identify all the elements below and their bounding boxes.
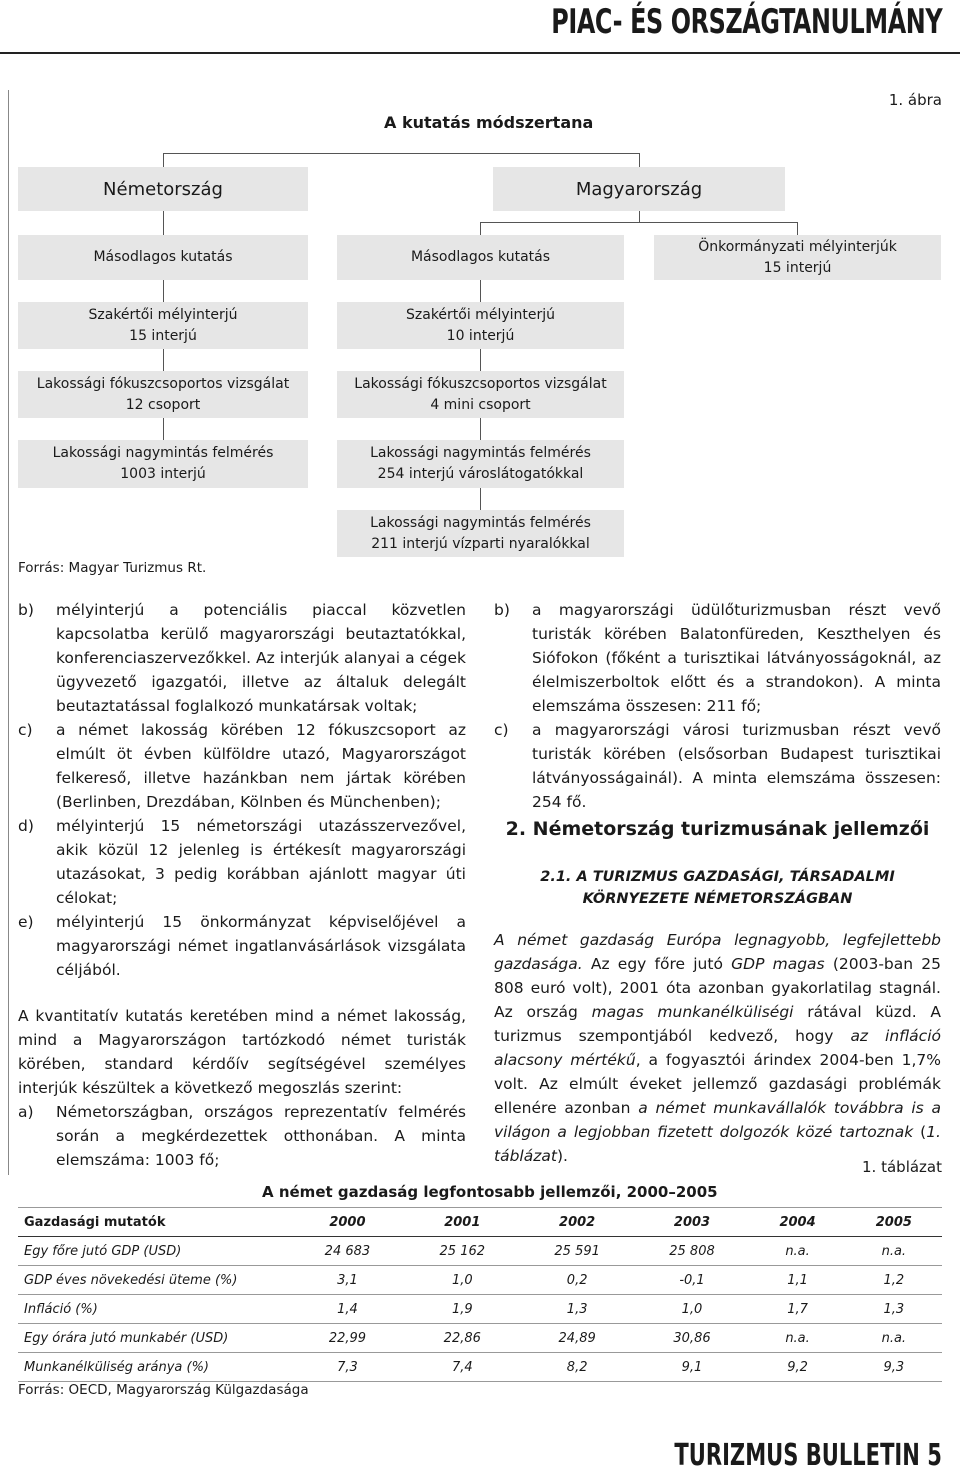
item-text: mélyinterjú 15 németországi utazásszervezővel, akik közül 12 jelenleg is értékesít magyarországi utazásokat, 3 pedig korábban ajánlott magyar úti célokat; <box>56 817 466 907</box>
economy-table <box>18 1207 942 1382</box>
box-line: Szakértői mélyinterjú <box>88 306 238 323</box>
text-run: rátával küzd. A turizmus szempontjából kedvező, hogy <box>494 1003 941 1045</box>
box-line: Lakossági nagymintás felmérés <box>370 514 591 531</box>
connector-line <box>480 349 481 371</box>
text-run: a német munkavállalók továbbra is a világon a legjobban fizetett dolgozók közé tartoznak <box>494 1099 941 1141</box>
list-item <box>18 910 466 982</box>
table-cell: n.a. <box>846 1324 942 1353</box>
box-line: 211 interjú vízparti nyaralókkal <box>371 535 590 552</box>
left-column <box>18 598 466 1172</box>
box-line: 12 csoport <box>125 396 201 413</box>
column-header: 2005 <box>846 1208 942 1237</box>
item-text: mélyinterjú 15 önkormányzat képviselőjével a magyarországi német ingatlanvásárlások vizsgálata céljából. <box>56 913 466 979</box>
germany-title: Németország <box>103 178 223 200</box>
table-cell: 9,3 <box>846 1353 942 1382</box>
table-row <box>18 1295 942 1324</box>
box-line: 15 interjú <box>763 259 832 276</box>
table-cell: GDP éves növekedési üteme (%) <box>18 1266 290 1295</box>
table-cell: 9,1 <box>635 1353 750 1382</box>
table-cell: 1,0 <box>635 1295 750 1324</box>
box-line: 10 interjú <box>446 327 515 344</box>
header-rule <box>0 52 960 54</box>
hungary-secondary-research-box <box>337 235 624 280</box>
hungary-title: Magyarország <box>575 178 703 200</box>
text-run: az infláció alacsony mértékű <box>494 1027 941 1069</box>
table-cell: 25 162 <box>405 1237 520 1266</box>
connector-line <box>163 153 639 154</box>
table-cell: 1,7 <box>749 1295 845 1324</box>
subheading-line: 2.1. A TURIZMUS GAZDASÁGI, TÁRSADALMI <box>540 869 895 885</box>
table-cell: n.a. <box>749 1237 845 1266</box>
box-line: 4 mini csoport <box>430 396 531 413</box>
germany-secondary-research-box <box>18 235 308 280</box>
figure-label: 1. ábra <box>888 91 942 109</box>
connector-line <box>163 153 164 167</box>
box-line: Másodlagos kutatás <box>93 249 233 265</box>
text-run: ). <box>556 1147 568 1165</box>
box-line: Önkormányzati mélyinterjúk <box>698 238 897 255</box>
figure-source: Forrás: Magyar Turizmus Rt. <box>18 560 207 576</box>
item-text: a magyarországi városi turizmusban részt vevő turisták körében (elsősorban Budapest turisztikai látványosságainál). A minta elemszáma összesen: 254 fő. <box>532 721 941 811</box>
connector-line <box>480 418 481 440</box>
column-header: Gazdasági mutatók <box>18 1208 290 1237</box>
table-cell: 25 591 <box>520 1237 635 1266</box>
germany-expert-interview-box <box>18 302 308 349</box>
table-cell: 3,1 <box>290 1266 405 1295</box>
germany-box <box>18 167 308 211</box>
table-cell: 0,2 <box>520 1266 635 1295</box>
table-cell: 9,2 <box>749 1353 845 1382</box>
column-header: 2002 <box>520 1208 635 1237</box>
germany-focus-group-box <box>18 371 308 418</box>
table-row <box>18 1237 942 1266</box>
quantitative-paragraph: A kvantitatív kutatás keretében mind a német lakosság, mind a Magyarországon tartózkodó német turisták körében, standard kérdőív segítségével személyes interjúk készültek a következő megoszlás szerint: <box>18 1007 466 1097</box>
list-item <box>494 718 941 814</box>
footer-title: TURIZMUS BULLETIN 5 <box>674 1438 942 1473</box>
table-cell: 1,3 <box>520 1295 635 1324</box>
subheading-line: KÖRNYEZETE NÉMETORSZÁGBAN <box>582 891 853 907</box>
connector-line <box>480 488 481 510</box>
text-run: GDP magas <box>731 955 825 973</box>
item-label: b) <box>494 601 510 619</box>
list-item <box>18 1100 466 1172</box>
box-line: Lakossági nagymintás felmérés <box>370 445 591 461</box>
text-run: Az egy főre jutó <box>582 955 732 973</box>
hungary-expert-interview-box <box>337 302 624 349</box>
table-header-row <box>18 1208 942 1237</box>
box-line: 254 interjú városlátogatókkal <box>377 466 584 482</box>
section-heading: 2. Németország turizmusának jellemzői <box>505 818 930 840</box>
item-label: a) <box>18 1103 34 1121</box>
hungary-city-survey-box <box>337 440 624 488</box>
table-cell: 1,4 <box>290 1295 405 1324</box>
table-cell: Egy főre jutó GDP (USD) <box>18 1237 290 1266</box>
germany-survey-box <box>18 440 308 488</box>
item-text: a német lakosság körében 12 fókuszcsoport az elmúlt öt évben külföldre utazó, Magyarországot felkereső, illetve hazánkban nem jártak körében (Berlinben, Drezdában, Kölnben és Münchenben); <box>56 721 466 811</box>
table-cell: n.a. <box>846 1237 942 1266</box>
table-source: Forrás: OECD, Magyarország Külgazdasága <box>18 1382 309 1398</box>
box-line: 15 interjú <box>129 327 197 344</box>
table-cell: Egy órára jutó munkabér (USD) <box>18 1324 290 1353</box>
table-cell: 30,86 <box>635 1324 750 1353</box>
economy-paragraph <box>494 928 941 1168</box>
column-header: 2001 <box>405 1208 520 1237</box>
table-cell: 7,4 <box>405 1353 520 1382</box>
diagram-title: A kutatás módszertana <box>384 113 594 132</box>
column-header: 2003 <box>635 1208 750 1237</box>
table-cell: 7,3 <box>290 1353 405 1382</box>
item-text: a magyarországi üdülőturizmusban részt vevő turisták körében Balatonfüreden, Keszthelyen és Siófokon (főként a turisztikai látványosságoknál, az élelmiszerboltok előtt és a strandokon). A minta elemszáma összesen: 211 fő; <box>532 601 941 715</box>
box-line: Másodlagos kutatás <box>410 249 551 265</box>
text-run: (2003-ban 25 808 euró volt), 2001 óta azonban gyakorlatilag stagnál. Az ország <box>494 955 941 1021</box>
table-cell: 1,9 <box>405 1295 520 1324</box>
table-label: 1. táblázat <box>862 1158 942 1176</box>
connector-line <box>639 153 640 167</box>
hungary-waterside-survey-box <box>337 510 624 557</box>
item-label: d) <box>18 817 34 835</box>
table-cell: 24 683 <box>290 1237 405 1266</box>
table-reference-link[interactable]: 1. táblázat <box>494 1123 941 1165</box>
table-cell: 1,2 <box>846 1266 942 1295</box>
box-line: Szakértői mélyinterjú <box>406 306 555 323</box>
connector-line <box>163 211 164 235</box>
connector-line <box>480 222 481 235</box>
subsection-heading <box>494 866 941 910</box>
text-run: ( <box>913 1123 927 1141</box>
connector-line <box>480 280 481 302</box>
box-line: 1003 interjú <box>120 466 206 482</box>
column-header: 2004 <box>749 1208 845 1237</box>
table-cell: n.a. <box>749 1324 845 1353</box>
box-line: Lakossági fókuszcsoportos vizsgálat <box>36 375 290 392</box>
box-line: Lakossági nagymintás felmérés <box>52 445 274 461</box>
table-cell: 1,1 <box>749 1266 845 1295</box>
table-cell: 1,0 <box>405 1266 520 1295</box>
table-cell: 22,99 <box>290 1324 405 1353</box>
table-cell: 25 808 <box>635 1237 750 1266</box>
table-cell: 8,2 <box>520 1353 635 1382</box>
list-item <box>18 718 466 814</box>
table-row <box>18 1324 942 1353</box>
text-run: , a fogyasztói árindex 2004-ben 1,7% volt. Az elmúlt éveket jellemző gazdasági problémák ellenére azonban <box>494 1051 942 1117</box>
item-text: Németországban, országos reprezentatív felmérés során a megkérdezettek otthonában. A minta elemszáma: 1003 fő; <box>56 1103 466 1169</box>
item-label: c) <box>18 721 33 739</box>
column-header: 2000 <box>290 1208 405 1237</box>
list-item <box>18 598 466 718</box>
list-item <box>18 814 466 910</box>
connector-line <box>163 280 164 302</box>
table-cell: Munkanélküliség aránya (%) <box>18 1353 290 1382</box>
table-cell: -0,1 <box>635 1266 750 1295</box>
right-column <box>494 598 941 814</box>
table-cell: Infláció (%) <box>18 1295 290 1324</box>
table-cell: 24,89 <box>520 1324 635 1353</box>
table-cell: 22,86 <box>405 1324 520 1353</box>
connector-line <box>163 418 164 440</box>
text-run: magas munkanélküliségi <box>591 1003 794 1021</box>
box-line: Lakossági fókuszcsoportos vizsgálat <box>354 375 607 392</box>
hungary-focus-group-box <box>337 371 624 418</box>
item-label: c) <box>494 721 509 739</box>
page-header-title: PIAC- ÉS ORSZÁGTANULMÁNY <box>551 2 942 42</box>
connector-line <box>797 222 798 235</box>
connector-line <box>639 211 640 222</box>
item-label: e) <box>18 913 34 931</box>
table-title: A német gazdaság legfontosabb jellemzői, 2000–2005 <box>262 1183 718 1201</box>
table-row <box>18 1353 942 1382</box>
left-margin-rule <box>8 90 9 1175</box>
item-text: mélyinterjú a potenciális piaccal közvetlen kapcsolatba kerülő magyarországi beutaztatókkal, konferenciaszervezőkkel. Az interjúk alanyai a cégek ügyvezető igazgatói, illetve az általuk delegált beutaztatással foglalkozó munkatársak voltak; <box>56 601 466 715</box>
hungary-municipal-interview-box <box>654 235 941 280</box>
connector-line <box>163 349 164 371</box>
table-row <box>18 1266 942 1295</box>
table-cell: 1,3 <box>846 1295 942 1324</box>
item-label: b) <box>18 601 34 619</box>
list-item <box>494 598 941 718</box>
text-run: A német gazdaság Európa legnagyobb, legfejlettebb gazdasága. <box>494 931 941 973</box>
hungary-box <box>493 167 785 211</box>
connector-line <box>480 222 798 223</box>
